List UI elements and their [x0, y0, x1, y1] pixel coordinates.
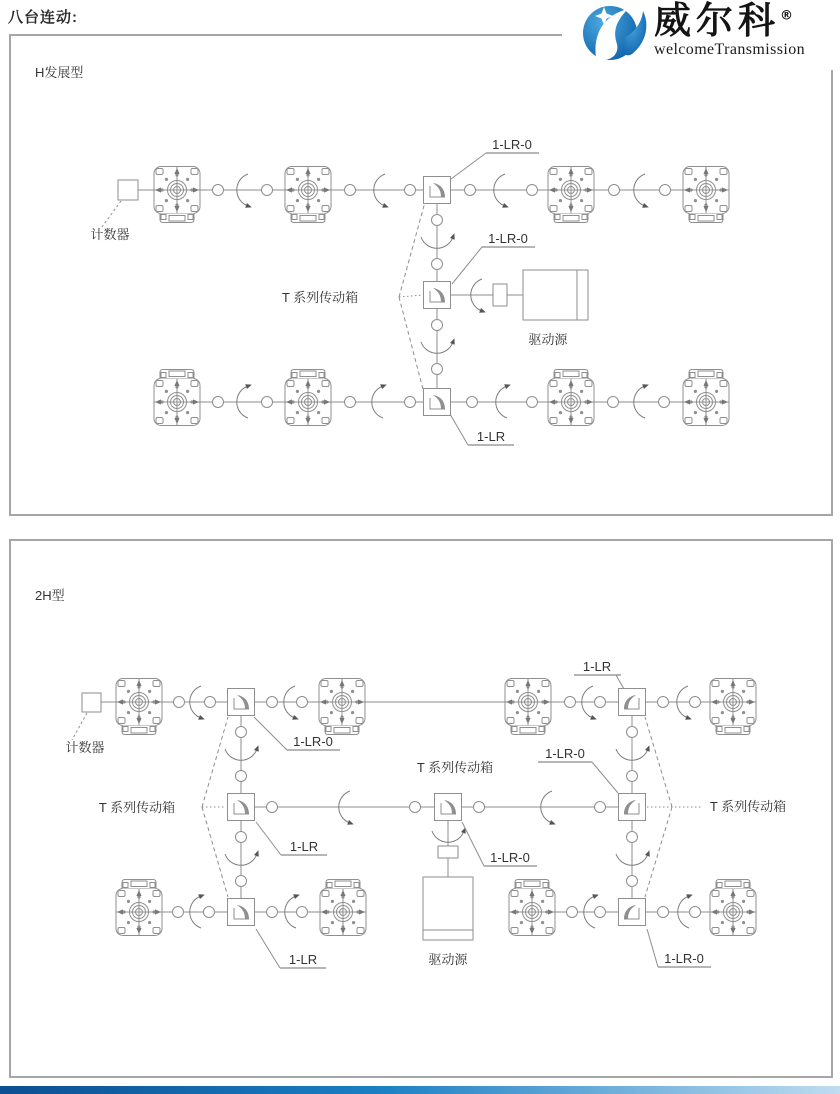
coupling [608, 397, 619, 408]
gearbox-symbol [319, 679, 365, 735]
junction-gearbox [619, 899, 646, 926]
gearbox-symbol [505, 679, 551, 735]
coupling [690, 907, 701, 918]
coupling [467, 397, 478, 408]
gearbox-symbol [320, 880, 366, 936]
fan-dashed-line [645, 717, 672, 807]
gearbox-symbol [683, 370, 729, 426]
rotation-arrow [339, 791, 354, 825]
diagram-label: 1-LR-0 [664, 951, 704, 966]
label-leader-line [254, 717, 287, 750]
gearbox-symbol [285, 167, 331, 223]
diagram-label: 1-LR [476, 429, 506, 444]
label-leader-line [451, 153, 486, 179]
diagram-label: 2H型 [35, 588, 65, 603]
rotation-arrow [225, 745, 259, 760]
rotation-arrow [541, 791, 556, 825]
coupling [345, 397, 356, 408]
label-leader-line [452, 247, 482, 284]
junction-gearbox [228, 794, 255, 821]
gearbox-symbol [710, 679, 756, 735]
label-leader-line [592, 762, 618, 793]
coupling [405, 185, 416, 196]
coupling [267, 907, 278, 918]
coupling [527, 397, 538, 408]
drive-motor-box [523, 270, 588, 320]
rotation-arrow [494, 174, 509, 208]
coupling [205, 697, 216, 708]
coupling [595, 697, 606, 708]
rotation-arrow [374, 174, 389, 208]
diagram-label: 1-LR [582, 659, 612, 674]
coupling [627, 727, 638, 738]
fan-dashed-line [202, 807, 228, 897]
counter-box [118, 180, 138, 200]
rotation-arrow [237, 384, 252, 418]
rotation-arrow [190, 894, 205, 928]
motor-coupling [493, 284, 507, 306]
coupling [410, 802, 421, 813]
coupling [236, 832, 247, 843]
gearbox-symbol [154, 370, 200, 426]
label-leader-line [256, 822, 281, 855]
coupling [660, 185, 671, 196]
coupling [465, 185, 476, 196]
coupling [432, 320, 443, 331]
junction-gearbox [424, 177, 451, 204]
bottom-accent-bar [0, 1086, 840, 1094]
rotation-arrow [372, 384, 387, 418]
coupling [595, 907, 606, 918]
fan-dashed-line [399, 297, 425, 397]
coupling [565, 697, 576, 708]
rotation-arrow [634, 174, 649, 208]
brand-name: 威尔科 [654, 0, 780, 42]
coupling [567, 907, 578, 918]
coupling [658, 907, 669, 918]
coupling [297, 907, 308, 918]
coupling [658, 697, 669, 708]
coupling [527, 185, 538, 196]
rotation-arrow [190, 686, 205, 720]
rotation-arrow [432, 827, 466, 842]
gearbox-symbol [116, 679, 162, 735]
gearbox-symbol [548, 370, 594, 426]
label-leader-line [616, 675, 624, 689]
rotation-arrow [616, 745, 650, 760]
gearbox-symbol [509, 880, 555, 936]
junction-gearbox [435, 794, 462, 821]
coupling [432, 364, 443, 375]
coupling [405, 397, 416, 408]
junction-gearbox [619, 794, 646, 821]
label-leader-line [102, 201, 121, 227]
fan-dashed-line [399, 202, 425, 297]
junction-gearbox [228, 899, 255, 926]
rotation-arrow [237, 174, 252, 208]
diagram-label: T 系列传动箱 [709, 799, 787, 814]
coupling [213, 185, 224, 196]
brand-logo-icon [570, 1, 660, 69]
label-leader-line [72, 713, 87, 740]
junction-gearbox [228, 689, 255, 716]
rotation-arrow [421, 233, 455, 248]
motor-coupling [438, 846, 458, 858]
diagram-label: 1-LR-0 [488, 231, 528, 246]
coupling [236, 771, 247, 782]
gearbox-symbol [683, 167, 729, 223]
rotation-arrow [496, 384, 511, 418]
coupling [627, 832, 638, 843]
rotation-arrow [616, 850, 650, 865]
junction-gearbox [619, 689, 646, 716]
counter-box [82, 693, 101, 712]
coupling [267, 697, 278, 708]
junction-gearbox [424, 282, 451, 309]
diagram-label: 计数器 [90, 227, 130, 242]
diagram-label: 驱动源 [428, 952, 468, 967]
gearbox-symbol [548, 167, 594, 223]
coupling [173, 907, 184, 918]
coupling [690, 697, 701, 708]
diagram-panel-H-development-type [10, 35, 832, 515]
brand-subtitle: welcomeTransmission [654, 40, 806, 58]
diagram-label: H发展型 [35, 65, 84, 80]
fan-dashed-line [202, 717, 228, 807]
coupling [432, 215, 443, 226]
rotation-arrow [634, 384, 649, 418]
coupling [609, 185, 620, 196]
coupling [236, 727, 247, 738]
diagram-label: T 系列传动箱 [281, 290, 359, 305]
diagram-label: 1-LR-0 [492, 137, 532, 152]
coupling [659, 397, 670, 408]
diagram-label: 1-LR-0 [490, 850, 530, 865]
diagram-label: 驱动源 [528, 332, 568, 347]
coupling [267, 802, 278, 813]
registered-mark: ® [780, 8, 793, 24]
coupling [262, 397, 273, 408]
coupling [204, 907, 215, 918]
coupling [297, 697, 308, 708]
label-leader-line [256, 929, 280, 968]
coupling [236, 876, 247, 887]
diagram-label: 1-LR [289, 839, 319, 854]
junction-gearbox [424, 389, 451, 416]
page-header-title: 八台连动: [8, 9, 78, 26]
gearbox-symbol [154, 167, 200, 223]
coupling [595, 802, 606, 813]
diagram-label: 1-LR [288, 952, 318, 967]
coupling [627, 876, 638, 887]
coupling [345, 185, 356, 196]
diagram-label: T 系列传动箱 [98, 800, 176, 815]
coupling [474, 802, 485, 813]
gearbox-symbol [116, 880, 162, 936]
coupling [262, 185, 273, 196]
diagram-label: 1-LR-0 [293, 734, 333, 749]
diagram-label: 计数器 [65, 740, 105, 755]
coupling [213, 397, 224, 408]
coupling [174, 697, 185, 708]
label-leader-line [647, 929, 658, 967]
panel-border [10, 35, 832, 515]
rotation-arrow [225, 850, 259, 865]
gearbox-symbol [710, 880, 756, 936]
diagram-panel-2H-type [10, 540, 832, 1077]
diagram-label: T 系列传动箱 [416, 760, 494, 775]
fan-dotted-line [399, 295, 423, 297]
diagram-label: 1-LR-0 [545, 746, 585, 761]
label-leader-line [462, 822, 484, 866]
drive-motor-box [423, 877, 473, 940]
gearbox-symbol [285, 370, 331, 426]
label-leader-line [450, 414, 468, 445]
brand-logo [562, 0, 840, 70]
rotation-arrow [471, 279, 486, 313]
coupling [432, 259, 443, 270]
coupling [627, 771, 638, 782]
rotation-arrow [421, 338, 455, 353]
